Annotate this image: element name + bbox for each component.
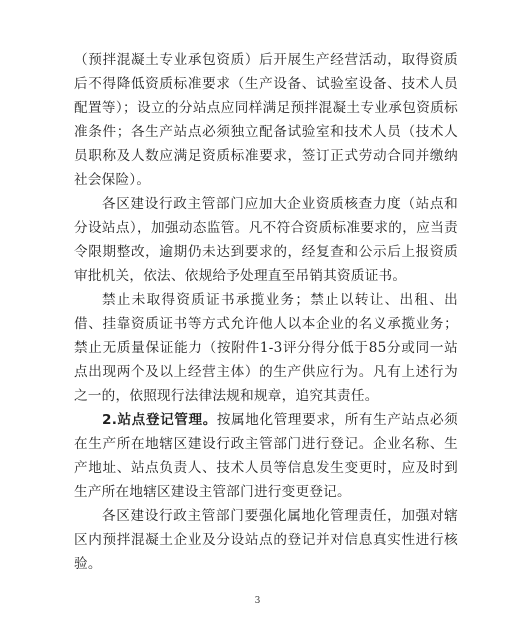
paragraph-qualification-requirements: （预拌混凝土专业承包资质）后开展生产经营活动，取得资质后不得降低资质标准要求（生产设备、试验室设备、技术人员配置等）；设立的分站点应同样满足预拌混凝土专业承包资质标准条件；各生产站点必须独立配备试验室和技术人员（技术人员职称及人数应满足资质标准要求，签订正式劳动合同并缴纳社会保险）。 [74, 52, 458, 188]
paragraph-prohibitions: 禁止未取得资质证书承揽业务；禁止以转让、出租、出借、挂靠资质证书等方式允许他人以本企业的名义承揽业务；禁止无质量保证能力（按附件1-3评分得分低于85分或同一站点出现两个及以上经营主体）的生产供应行为。凡有上述行为之一的，依照现行法律法规和规章，追究其责任。 [74, 292, 458, 404]
paragraph-territorial-management: 各区建设行政主管部门要强化属地化管理责任，加强对辖区内预拌混凝土企业及分设站点的登记并对信息真实性进行核验。 [74, 508, 458, 572]
paragraph-site-registration [74, 408, 458, 504]
document-body [74, 48, 458, 576]
page-number: 3 [254, 596, 261, 606]
section-heading-site-registration: 2.站点登记管理。 [102, 412, 217, 428]
paragraph-qualification-inspection: 各区建设行政主管部门应加大企业资质核查力度（站点和分设站点），加强动态监管。凡不符合资质标准要求的，应当责令限期整改，逾期仍未达到要求的，经复查和公示后上报资质审批机关，依法、依规给予处理直至吊销其资质证书。 [74, 196, 458, 284]
site-registration-text: 按属地化管理要求，所有生产站点必须在生产所在地辖区建设行政主管部门进行登记。企业名称、生产地址、站点负责人、技术人员等信息发生变更时，应及时到生产所在地辖区建设主管部门进行变更登记。 [74, 412, 458, 500]
